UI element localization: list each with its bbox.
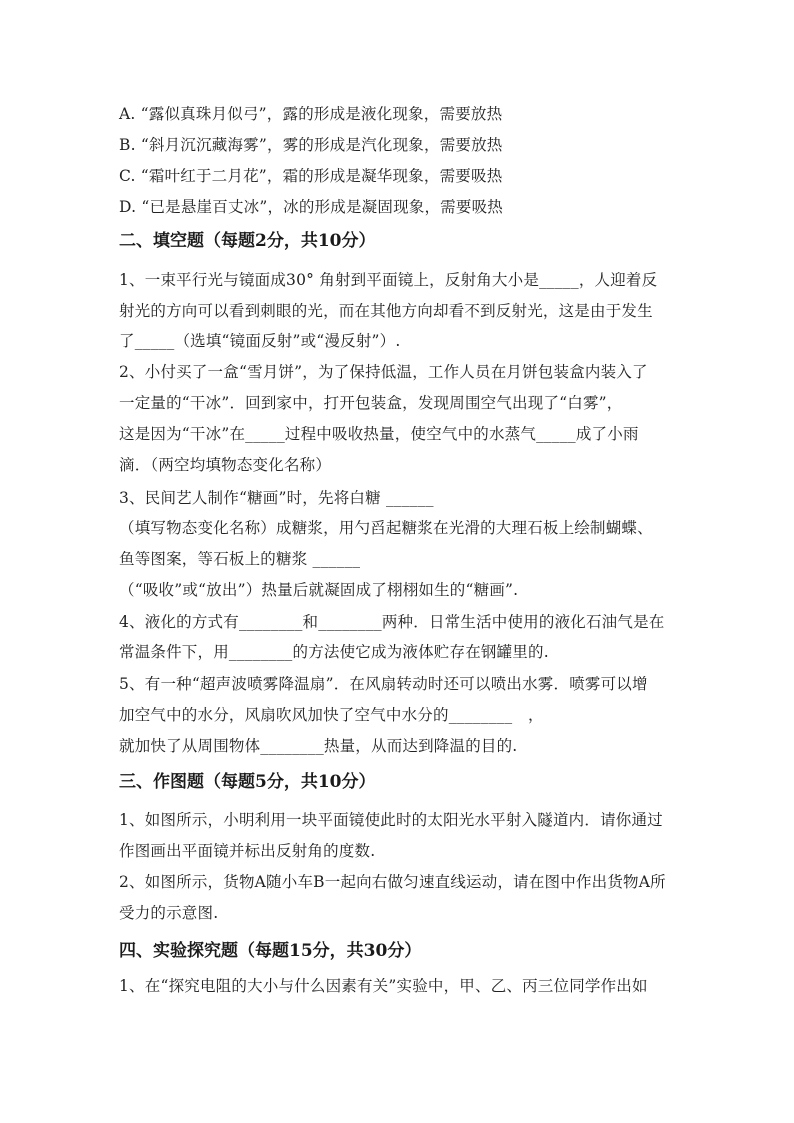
text-line: 一定量的“干冰”．回到家中，打开包装盒，发现周围空气出现了“白雾”， — [119, 394, 623, 412]
choice-d: D. “已是悬崖百丈冰”，冰的形成是凝固现象，需要吸热 — [119, 198, 503, 216]
section-heading-experiment: 四、实验探究题（每题15分，共30分） — [119, 941, 422, 961]
text-line: 了_____（选填“镜面反射”或“漫反射”）. — [119, 332, 401, 350]
text-line: 4、液化的方式有________和________两种．日常生活中使用的液化石油气是在 — [119, 613, 665, 631]
text-line: （填写物态变化名称）成糖浆，用勺舀起糖浆在光滑的大理石板上绘制蝴蝶、 — [119, 519, 653, 537]
text-line: 这是因为“干冰”在_____过程中吸收热量，使空气中的水蒸气_____成了小雨 — [119, 425, 639, 443]
text-line: 5、有一种“超声波喷雾降温扇”．在风扇转动时还可以喷出水雾．喷雾可以增 — [119, 675, 648, 693]
text-line: 加空气中的水分，风扇吹风加快了空气中水分的________ ， — [119, 706, 544, 724]
choice-a: A. “露似真珠月似弓”，露的形成是液化现象，需要放热 — [119, 105, 503, 123]
text-line: 1、一束平行光与镜面成30° 角射到平面镜上，反射角大小是_____，人迎着反 — [119, 271, 658, 289]
text-line: 常温条件下，用________的方法使它成为液体贮存在钢罐里的. — [119, 643, 549, 661]
text-line: 射光的方向可以看到刺眼的光，而在其他方向却看不到反射光，这是由于发生 — [119, 302, 653, 320]
text-line: 1、在“探究电阻的大小与什么因素有关”实验中，甲、乙、丙三位同学作出如 — [119, 977, 648, 995]
text-line: 鱼等图案，等石板上的糖浆 ______ — [119, 550, 361, 568]
text-line: 作图画出平面镜并标出反射角的度数. — [119, 842, 376, 860]
text-line: （“吸收”或“放出”）热量后就凝固成了栩栩如生的“糖画”. — [119, 581, 519, 599]
text-line: 2、小付买了一盒“雪月饼”，为了保持低温，工作人员在月饼包装盒内装入了 — [119, 363, 648, 381]
section-heading-drawing: 三、作图题（每题5分，共10分） — [119, 772, 376, 792]
text-line: 1、如图所示，小明利用一块平面镜使此时的太阳光水平射入隧道内．请你通过 — [119, 811, 663, 829]
text-line: 滴．（两空均填物态变化名称） — [119, 456, 332, 474]
choice-b: B. “斜月沉沉藏海雾”，雾的形成是汽化现象，需要放热 — [119, 136, 503, 154]
text-line: 2、如图所示，货物A随小车B一起向右做匀速直线运动，请在图中作出货物A所 — [119, 873, 666, 891]
choice-c: C. “霜叶红于二月花”，霜的形成是凝华现象，需要吸热 — [119, 167, 503, 185]
text-line: 就加快了从周围物体________热量，从而达到降温的目的. — [119, 737, 518, 755]
section-heading-fill-in: 二、填空题（每题2分，共10分） — [119, 231, 376, 251]
text-line: 3、民间艺人制作“糖画”时，先将白糖 ______ — [119, 489, 434, 507]
text-line: 受力的示意图. — [119, 904, 219, 922]
